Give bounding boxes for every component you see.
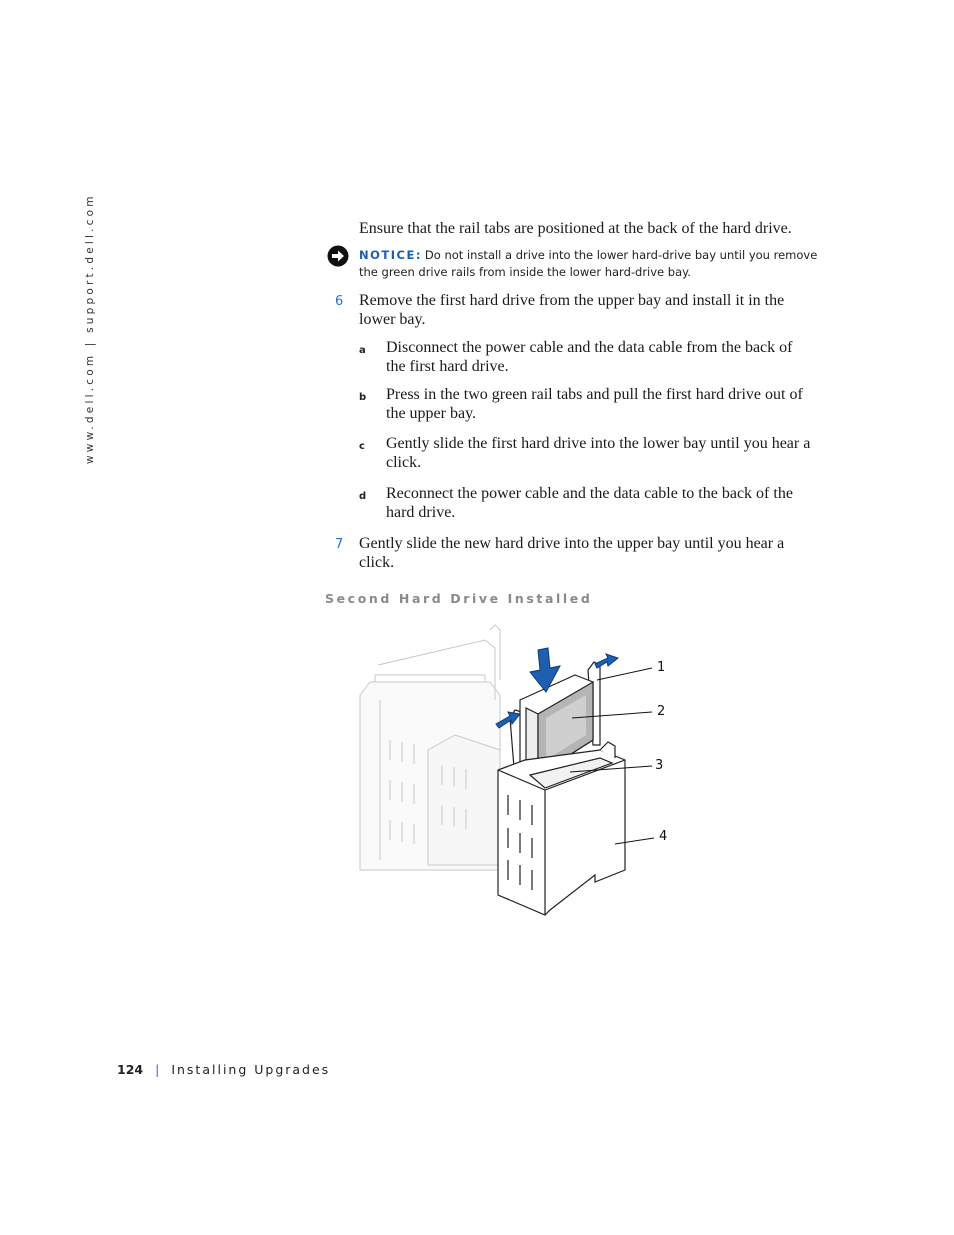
substep-letter: b	[359, 392, 367, 403]
callout-3: 3	[655, 758, 664, 773]
notice-label: NOTICE:	[359, 248, 422, 262]
substep-letter: a	[359, 345, 366, 356]
substep-text: Reconnect the power cable and the data cable to the back of the hard drive.	[386, 485, 793, 521]
step-number: 7	[335, 537, 344, 552]
figure-caption: Second Hard Drive Installed	[325, 591, 593, 606]
page-footer	[117, 1062, 330, 1077]
notice-arrow-icon	[327, 245, 349, 267]
callout-1: 1	[657, 660, 666, 675]
callout-4: 4	[659, 829, 668, 844]
step-number: 6	[335, 294, 344, 309]
substep-letter: c	[359, 441, 365, 452]
substep-letter: d	[359, 491, 367, 502]
substep-text: Disconnect the power cable and the data cable from the back of the first hard drive.	[386, 339, 793, 375]
hard-drive-illustration	[350, 620, 680, 920]
sidebar-url: www.dell.com | support.dell.com	[84, 193, 96, 464]
footer-separator: |	[155, 1062, 160, 1077]
callout-2: 2	[657, 704, 666, 719]
step-text: Remove the first hard drive from the upper bay and install it in the lower bay.	[359, 292, 785, 328]
notice-body: Do not install a drive into the lower hard-drive bay until you remove the green drive rails from inside the lower hard-drive bay.	[359, 248, 818, 279]
substep-text: Gently slide the first hard drive into the lower bay until you hear a click.	[386, 435, 811, 471]
substep-text: Press in the two green rail tabs and pull the first hard drive out of the upper bay.	[386, 386, 803, 422]
intro-paragraph: Ensure that the rail tabs are positioned at the back of the hard drive.	[359, 220, 792, 237]
step-text: Gently slide the new hard drive into the upper bay until you hear a click.	[359, 535, 785, 571]
chapter-title: Installing Upgrades	[171, 1062, 331, 1077]
notice-text	[359, 247, 819, 281]
page-number: 124	[117, 1062, 144, 1077]
